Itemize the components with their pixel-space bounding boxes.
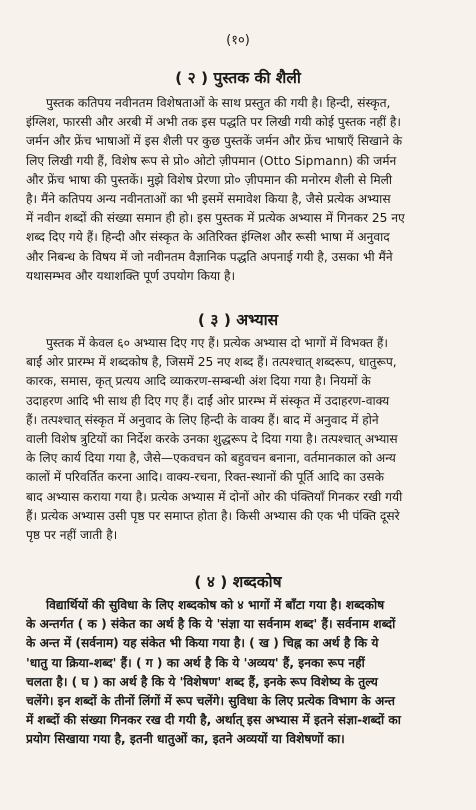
text-line: कारक, समास, कृत् प्रत्यय आदि व्याकरण-सम्बन्धी अंश दिया गया है। नियमों के (26, 374, 371, 389)
text-line: और फ्रेंच भाषा की पुस्तकें। मुझे विशेष प्रेरणा प्रो० ज़ीपमान की मनोरम शैली से मिली (26, 172, 393, 187)
text-line: पृष्ठ पर नहीं जाती है। (26, 528, 118, 543)
text-line: कालों में परिवर्तित करना आदि। वाक्य-रचना, रिक्त-स्थानों की पूर्ति आदि का उसके (26, 470, 384, 485)
text-line: चलता है। ( घ ) का अर्थ है कि ये 'विशेषण' शब्द हैं, इनके रूप विशेष्य के तुल्य (26, 674, 378, 689)
section-heading-exercises: ( ३ ) अभ्यास (197, 311, 279, 329)
section-heading-glossary: ( ४ ) शब्दकोष (194, 573, 282, 591)
page-number: (१०) (226, 33, 250, 48)
text-line: है। मैंने कतिपय अन्य नवीनताओं का भी इसमें समावेश किया है, जैसे प्रत्येक अभ्यास (26, 192, 391, 207)
text-line: पुस्तक में केवल ६० अभ्यास दिए गए हैं। प्रत्येक अभ्यास दो भागों में विभक्त हैं। (46, 336, 388, 350)
paragraph-exercises (26, 334, 458, 545)
text-line: यथासम्भव और यथाशक्ति पूर्ण उपयोग किया है। (26, 268, 236, 283)
text-line: जर्मन और फ्रेंच भाषाओं में इस शैली पर कुछ पुस्तकें जर्मन और फ्रेंच भाषाएँ सिखाने के (26, 134, 403, 149)
text-line: शब्द दिए गये हैं। हिन्दी और संस्कृत के अतिरिक्त इंग्लिश और रूसी भाषा में अनुवाद (26, 230, 390, 245)
text-line: बाद अभ्यास कराया गया है। प्रत्येक अभ्यास में दोनों ओर की पंक्तियाँ गिनकर रखी गयी (26, 489, 403, 504)
text-line: 'धातु या क्रिया-शब्द' हैं। ( ग ) का अर्थ है कि ये 'अव्यय' हैं, इनका रूप नहीं (26, 655, 365, 670)
text-line: उदाहरण आदि भी साथ ही दिए गए हैं। दाईं ओर प्रारम्भ में संस्कृत में उदाहरण-वाक्य (26, 393, 390, 408)
text-line: इंग्लिश, फारसी और अरबी में अभी तक इस पद्धति पर लिखी गयी कोई पुस्तक नहीं है। (26, 115, 402, 130)
text-line: प्रयोग सिखाया गया है, इतनी धातुओं का, इतने अव्ययों या विशेषणों का। (26, 732, 345, 747)
text-line: चलेंगे। इन शब्दों के तीनों लिंगों में रूप चलेंगे। सुविधा के लिए प्रत्येक विभाग के अन्त (26, 694, 395, 709)
text-line: के लिए कार्य दिया गया है, जैसे—एकवचन को बहुवचन बनाना, वर्तमानकाल को अन्य (26, 451, 396, 466)
paragraph-glossary (26, 596, 458, 750)
text-line: हैं। प्रत्येक अभ्यास उसी पृष्ठ पर समाप्त होता है। किसी अभ्यास की एक भी पंक्ति दूसरे (26, 508, 400, 523)
section-heading-style: ( २ ) पुस्तक की शैली (175, 69, 301, 87)
text-line: में नवीन शब्दों की संख्या समान ही हो। इस पुस्तक में प्रत्येक अभ्यास में गिनकर 25 नए (26, 211, 405, 226)
text-line: में शब्दों की संख्या गिनकर रख दी गयी है, अर्थात् इस अभ्यास में इतने संज्ञा-शब्दों का (26, 713, 401, 728)
text-line: के अन्तर्गत ( क ) संकेत का अर्थ है कि ये 'संज्ञा या सर्वनाम शब्द' हैं। सर्वनाम शब्दों (26, 617, 396, 632)
text-line: और निबन्ध के विषय में जो नवीनतम वैज्ञानिक पद्धति अपनाई गयी है, उसका भी मैंने (26, 249, 393, 264)
text-line: विद्यार्थियों की सुविधा के लिए शब्दकोष को ४ भागों में बाँटा गया है। शब्दकोष (46, 598, 385, 612)
text-line: बाईं ओर प्रारम्भ में शब्दकोष है, जिसमें 25 नए शब्द हैं। तत्पश्चात् शब्दरूप, धातुरूप, (26, 355, 397, 370)
text-line: पुस्तक कतिपय नवीनतम विशेषताओं के साथ प्रस्तुत की गयी है। हिन्दी, संस्कृत, (46, 96, 391, 110)
text-line: के अन्त में (सर्वनाम) यह संकेत भी किया गया है। ( ख ) चिह्न का अर्थ है कि ये (26, 636, 379, 651)
paragraph-style (26, 94, 458, 286)
text-line: हैं। तत्पश्चात् संस्कृत में अनुवाद के लिए हिन्दी के वाक्य हैं। बाद में अनुवाद में होने (26, 412, 379, 427)
text-line: वाली विशेष त्रुटियों का निर्देश करके उनका शुद्धरूप दे दिया गया है। तत्पश्चात् अभ्यास (26, 432, 398, 447)
text-line: लिए लिखी गयी हैं, विशेष रूप से प्रो० ओटो ज़ीपमान (Otto Sipmann) की जर्मन (26, 153, 397, 168)
